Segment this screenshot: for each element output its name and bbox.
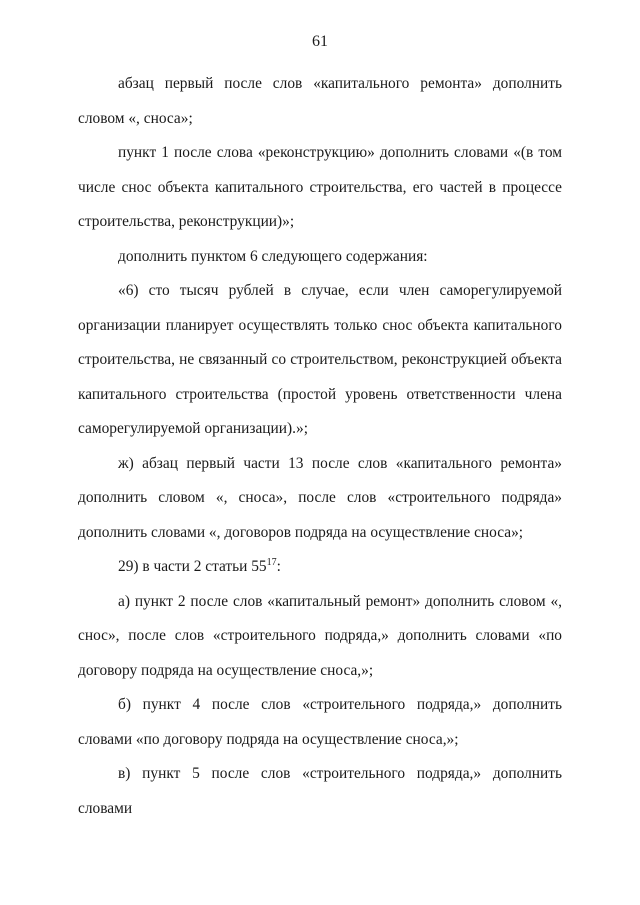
document-body — [78, 67, 562, 826]
item-29-suffix: : — [276, 558, 281, 575]
paragraph-abzac-pervyi: абзац первый после слов «капитального ремонта» дополнить словом «, сноса»; — [78, 75, 562, 127]
paragraph-zh: ж) абзац первый части 13 после слов «капитального ремонта» дополнить словом «, сноса», после слов «строительного подряда» дополнить словами «, договоров подряда на осуществление сноса»; — [78, 454, 562, 541]
page-number: 61 — [312, 33, 328, 50]
paragraph-a: а) пункт 2 после слов «капитальный ремонт» дополнить словом «, снос», после слов «строительного подряда,» дополнить словами «по договору подряда на осуществление сноса,»; — [78, 592, 562, 679]
paragraph-item-29 — [78, 550, 562, 585]
paragraph-v: в) пункт 5 после слов «строительного подряда,» дополнить словами — [78, 765, 562, 817]
paragraph-punkt-6-text: «6) сто тысяч рублей в случае, если член саморегулируемой организации планирует осуществлять только снос объекта капитального строительства, не связанный со строительством, реконструкцией объекта капитального строительства (простой уровень ответственности члена саморегулируемой организации).»; — [78, 282, 562, 437]
paragraph-punkt-1: пункт 1 после слова «реконструкцию» дополнить словами «(в том числе снос объекта капитального строительства, его частей в процессе строительства, реконструкции)»; — [78, 144, 562, 230]
item-29-superscript: 17 — [266, 556, 277, 568]
paragraph-b: б) пункт 4 после слов «строительного подряда,» дополнить словами «по договору подряда на осуществление сноса,»; — [78, 696, 562, 748]
paragraph-dopolnit-punktom-6: дополнить пунктом 6 следующего содержания: — [118, 247, 428, 265]
item-29-prefix: 29) в части 2 статьи 55 — [118, 558, 267, 575]
